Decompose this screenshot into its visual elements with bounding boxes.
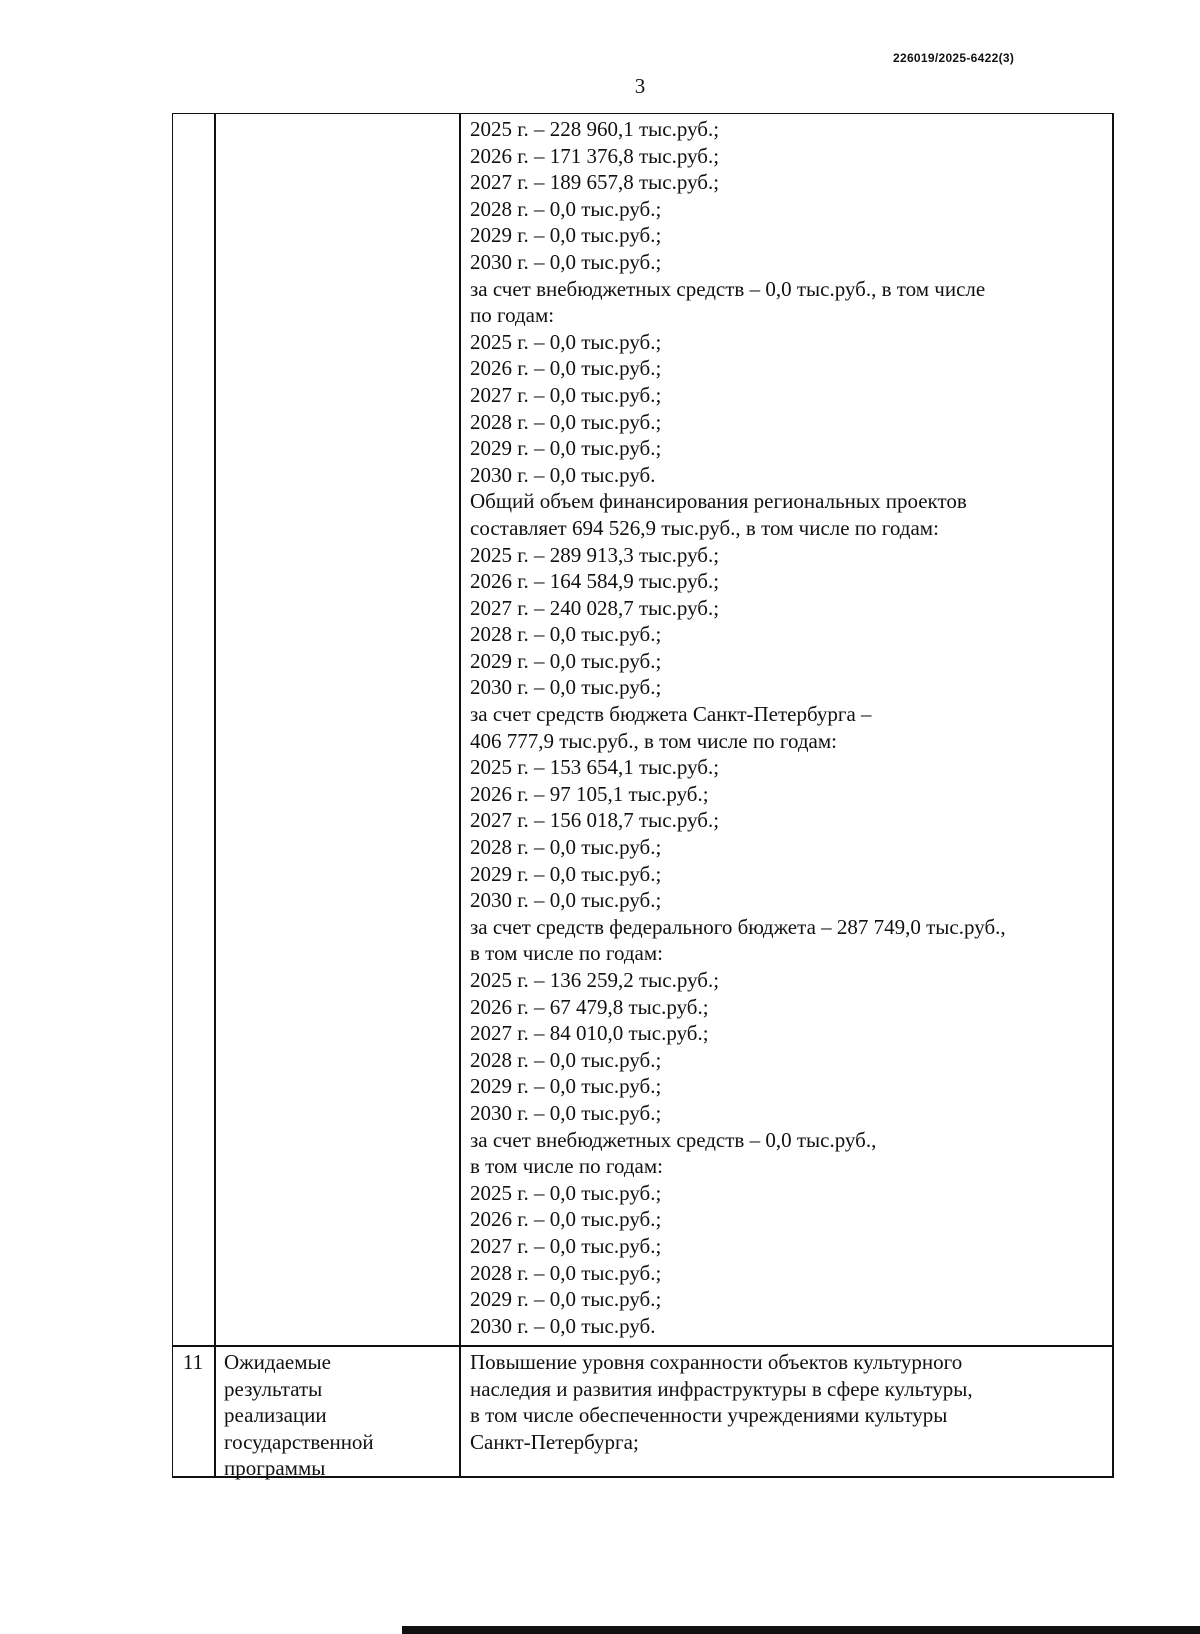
table-row-divider — [172, 1345, 1114, 1347]
financing-line: за счет внебюджетных средств – 0,0 тыс.руб., — [470, 1127, 877, 1152]
financing-line: в том числе по годам: — [470, 1154, 663, 1179]
financing-line: 2026 г. – 0,0 тыс.руб.; — [470, 1207, 662, 1232]
financing-line: 2028 г. – 0,0 тыс.руб.; — [470, 1047, 662, 1072]
financing-line: 2029 г. – 0,0 тыс.руб.; — [470, 1287, 662, 1312]
result-line: в том числе обеспеченности учреждениями культуры — [470, 1403, 948, 1428]
financing-line: 2028 г. – 0,0 тыс.руб.; — [470, 835, 662, 860]
financing-cell — [470, 116, 1110, 1339]
financing-line: в том числе по годам: — [470, 941, 663, 966]
financing-line: 2029 г. – 0,0 тыс.руб.; — [470, 861, 662, 886]
financing-line: 2030 г. – 0,0 тыс.руб. — [470, 1313, 656, 1338]
financing-line: 2030 г. – 0,0 тыс.руб.; — [470, 675, 662, 700]
financing-line: 2029 г. – 0,0 тыс.руб.; — [470, 223, 662, 248]
financing-line: 2025 г. – 289 913,3 тыс.руб.; — [470, 542, 720, 567]
financing-line: 2027 г. – 84 010,0 тыс.руб.; — [470, 1021, 709, 1046]
label-line: реализации — [224, 1403, 327, 1428]
financing-line: 2025 г. – 153 654,1 тыс.руб.; — [470, 755, 720, 780]
label-line: результаты — [224, 1376, 323, 1401]
financing-line: 2025 г. – 136 259,2 тыс.руб.; — [470, 968, 720, 992]
financing-line: 2026 г. – 97 105,1 тыс.руб.; — [470, 781, 709, 806]
table-divider — [214, 113, 216, 1478]
financing-line: 406 777,9 тыс.руб., в том числе по годам: — [470, 728, 837, 753]
financing-line: 2030 г. – 0,0 тыс.руб.; — [470, 249, 662, 274]
document-id: 226019/2025-6422(3) — [893, 51, 1015, 65]
financing-line: 2030 г. – 0,0 тыс.руб.; — [470, 888, 662, 913]
financing-line: 2027 г. – 0,0 тыс.руб.; — [470, 382, 662, 407]
financing-line: за счет средств бюджета Санкт-Петербурга – — [470, 702, 872, 727]
financing-line: 2029 г. – 0,0 тыс.руб.; — [470, 648, 662, 673]
result-line: Повышение уровня сохранности объектов культурного — [470, 1350, 963, 1374]
financing-line: 2025 г. – 0,0 тыс.руб.; — [470, 1180, 662, 1205]
financing-line: 2028 г. – 0,0 тыс.руб.; — [470, 409, 662, 434]
financing-line: 2030 г. – 0,0 тыс.руб. — [470, 462, 656, 487]
expected-results-cell — [470, 1349, 1110, 1455]
financing-line: 2027 г. – 0,0 тыс.руб.; — [470, 1233, 662, 1258]
financing-line: 2027 г. – 240 028,7 тыс.руб.; — [470, 595, 720, 620]
label-line: программы — [224, 1456, 326, 1481]
financing-line: 2028 г. – 0,0 тыс.руб.; — [470, 196, 662, 221]
financing-line: за счет внебюджетных средств – 0,0 тыс.руб., в том числе — [470, 276, 986, 301]
page-number: 3 — [634, 74, 646, 98]
financing-line: 2026 г. – 171 376,8 тыс.руб.; — [470, 143, 720, 168]
row-label — [224, 1349, 456, 1482]
label-line: Ожидаемые — [224, 1350, 331, 1374]
scan-edge-bar — [402, 1626, 1200, 1634]
financing-line: 2026 г. – 164 584,9 тыс.руб.; — [470, 569, 720, 594]
financing-line: 2027 г. – 156 018,7 тыс.руб.; — [470, 808, 720, 833]
financing-line: Общий объем финансирования региональных проектов — [470, 489, 967, 514]
financing-line: по годам: — [470, 303, 555, 328]
financing-line: 2028 г. – 0,0 тыс.руб.; — [470, 622, 662, 647]
financing-line: 2028 г. – 0,0 тыс.руб.; — [470, 1260, 662, 1285]
financing-line: составляет 694 526,9 тыс.руб., в том числе по годам: — [470, 515, 939, 540]
financing-line: 2025 г. – 0,0 тыс.руб.; — [470, 329, 662, 354]
row-number: 11 — [182, 1350, 204, 1374]
result-line: наследия и развития инфраструктуры в сфере культуры, — [470, 1376, 973, 1401]
financing-line: 2029 г. – 0,0 тыс.руб.; — [470, 436, 662, 461]
financing-line: 2025 г. – 228 960,1 тыс.руб.; — [470, 117, 720, 141]
financing-line: 2026 г. – 67 479,8 тыс.руб.; — [470, 994, 709, 1019]
label-line: государственной — [224, 1429, 374, 1454]
financing-line: 2029 г. – 0,0 тыс.руб.; — [470, 1074, 662, 1099]
financing-line: 2027 г. – 189 657,8 тыс.руб.; — [470, 170, 720, 195]
financing-line: за счет средств федерального бюджета – 287 749,0 тыс.руб., — [470, 914, 1006, 939]
financing-line: 2026 г. – 0,0 тыс.руб.; — [470, 356, 662, 381]
financing-line: 2030 г. – 0,0 тыс.руб.; — [470, 1100, 662, 1125]
table-divider — [459, 113, 461, 1478]
result-line: Санкт-Петербурга; — [470, 1429, 639, 1454]
